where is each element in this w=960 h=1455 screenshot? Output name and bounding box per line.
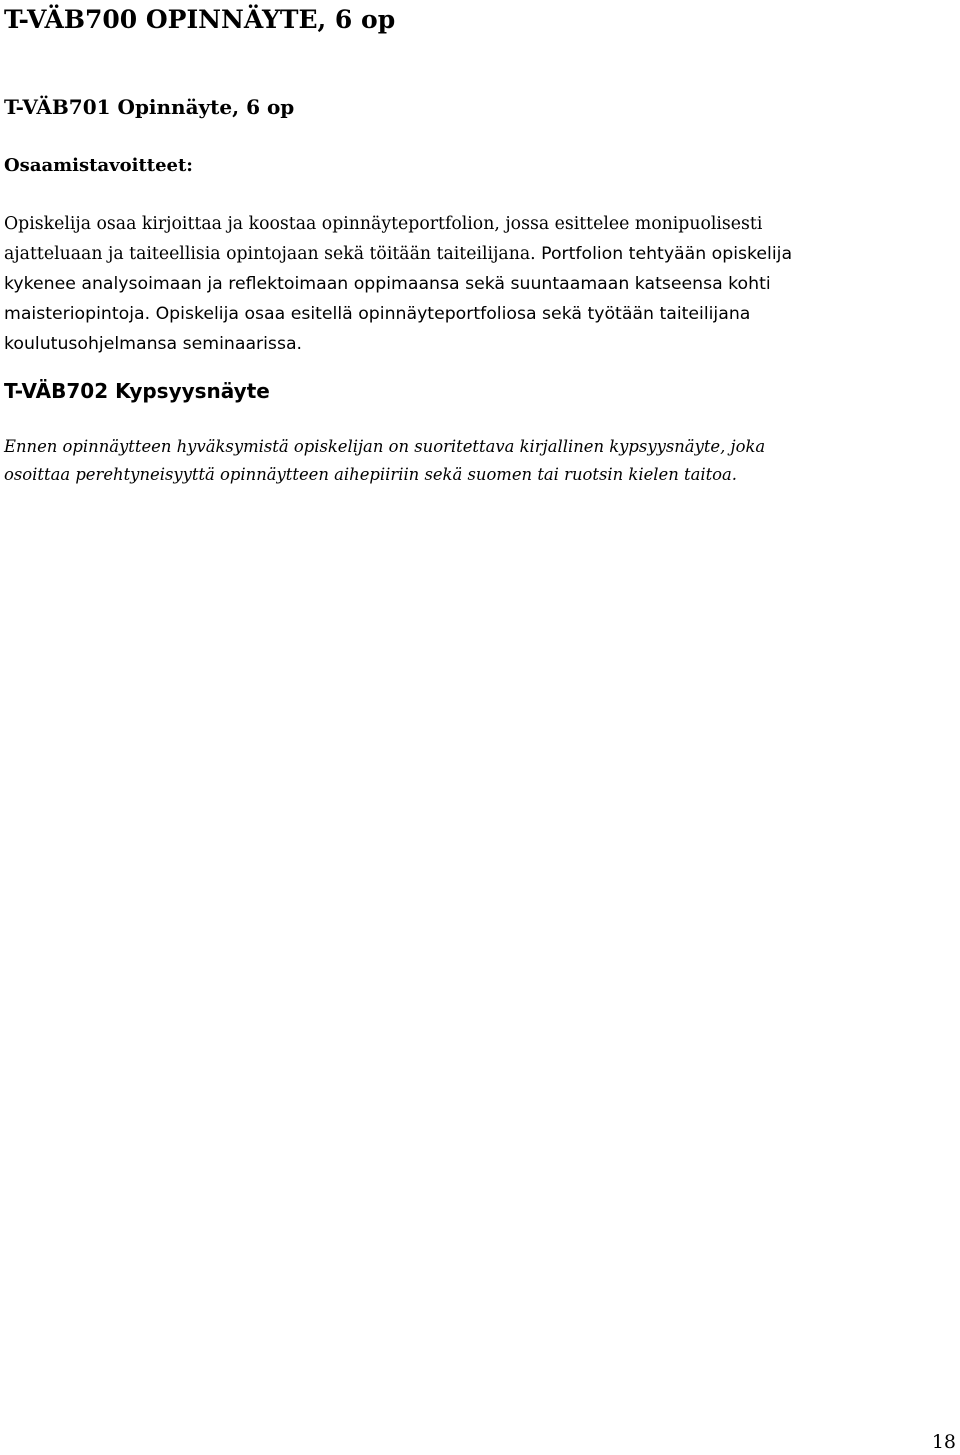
page-number: 18 — [931, 1431, 956, 1453]
paragraph-fragment: maisteriopintoja. — [4, 304, 151, 324]
paragraph-fragment: Opiskelija osaa esitellä opinnäyteportfoliosa sekä työtään taiteilijana — [150, 304, 751, 324]
paragraph-line: kykenee analysoimaan ja reflektoimaan oppimaansa sekä suuntaamaan katseensa kohti — [4, 274, 771, 294]
paragraph-line: osoittaa perehtyneisyyttä opinnäytteen aihepiiriin sekä suomen tai ruotsin kielen taitoa. — [4, 465, 738, 484]
section-heading-kypsyysnayte: T-VÄB702 Kypsyysnäyte — [4, 379, 270, 403]
learning-objectives-heading: Osaamistavoitteet: — [4, 155, 193, 176]
paragraph-line: Opiskelija osaa kirjoittaa ja koostaa opinnäyteportfolion, jossa esittelee monipuolisesti — [4, 214, 763, 234]
paragraph-line: Ennen opinnäytteen hyväksymistä opiskelijan on suoritettava kirjallinen kypsyysnäyte, joka — [4, 437, 766, 456]
paragraph-line-mixed — [4, 299, 956, 329]
document-title: T-VÄB700 OPINNÄYTE, 6 op — [4, 5, 396, 34]
paragraph-line: koulutusohjelmansa seminaarissa. — [4, 334, 303, 354]
paragraph-fragment: ajatteluaan ja taiteellisia opintojaan sekä töitään taiteilijana. — [4, 244, 536, 264]
maturity-test-paragraph — [4, 433, 956, 489]
paragraph-fragment: Portfolion tehtyään opiskelija — [535, 244, 793, 264]
learning-objectives-paragraph — [4, 209, 956, 359]
section-heading-opinnayte: T-VÄB701 Opinnäyte, 6 op — [4, 95, 295, 119]
paragraph-line-mixed — [4, 239, 956, 269]
